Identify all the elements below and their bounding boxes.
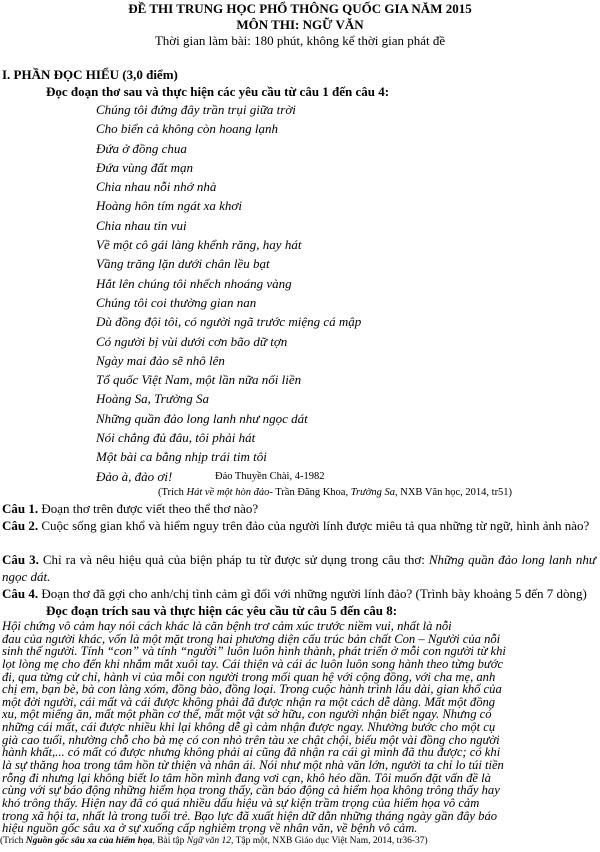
prose-line: rỗng đi nhưng lại không biết lo tâm hồn mình đang vơi cạn, khô héo dần. Tôi muốn đặt vấn đề là: [2, 770, 491, 785]
poem-line: Hắt lên chúng tôi nhếch nhoáng vàng: [96, 275, 292, 291]
question-text: Chỉ ra và nêu hiệu quả của biện pháp tu từ được sử dụng trong câu thơ:: [38, 552, 429, 567]
question-label: Câu 1.: [2, 501, 39, 516]
poem-line: Về một cô gái làng khểnh răng, hay hát: [96, 237, 302, 253]
source-work: Hát về một hòn đảo: [186, 487, 270, 498]
poem-author: Đảo Thuyền Chài, 4-1982: [215, 471, 325, 482]
prose-line: khó trông thấy. Hiện nay đã có quá nhiều dấu hiệu và sự kiện trầm trọng của hiểm họa vô cảm: [2, 795, 480, 810]
question-label: Câu 2.: [2, 518, 39, 533]
section-heading: I. PHẦN ĐỌC HIỂU (3,0 điểm): [2, 67, 178, 82]
exam-subject: MÔN THI: NGỮ VĂN: [236, 17, 364, 32]
poem-line: Chia nhau tin vui: [96, 217, 187, 233]
poem-line: Hoàng Sa, Trường Sa: [96, 391, 209, 407]
prose-line: trong xã hội ta, nhất là trong tuổi trẻ. Bạo lực đã xuất hiện dữ dằn những tháng ngày gần đây báo: [2, 808, 498, 823]
prose-line: cùng với sự báo động những hiểm họa trong thấy, cần báo động cả hiểm họa không trông thấy hay: [2, 783, 500, 798]
question-text: Đoạn thơ đã gợi cho anh/chị tình cảm gì đối với những người lính đảo? (Trình bày khoảng 5 đến 7 dòng): [38, 586, 587, 601]
source-book: Trường Sa: [350, 487, 396, 498]
prose-line: đau của người khác, vốn là một mặt trong hai phương diện cấu trúc bản chất Con – Người của nỗi: [2, 631, 501, 646]
prose-line: là sự thăng hoa trong tâm hồn từ thiện và nhân ái. Nói như một nhà văn lớn, người ta chỉ lo túi tiền: [2, 758, 504, 773]
source-middle: , Bài tập: [152, 836, 187, 846]
poem-line: Đảo à, đảo ơi!: [96, 468, 173, 484]
poem-line: Chúng tôi coi thường gian nan: [96, 294, 257, 310]
source-prefix: (Trích: [0, 836, 26, 846]
question-quote: Những quần đảo long lanh như ngọc dát.: [2, 552, 596, 584]
poem-line: Tổ quốc Việt Nam, một lần nữa nối liền: [96, 372, 302, 388]
poem-line: Ngày mai đảo sẽ nhô lên: [96, 352, 225, 368]
prose-line: hiệu nguồn gốc sâu xa ở sự xuống cấp nghiêm trọng về nhân văn, về bệnh vô cảm.: [2, 821, 418, 836]
poem-line: Chúng tôi đứng đây trần trụi giữa trời: [96, 102, 296, 117]
question-text: Cuộc sống gian khổ và hiểm nguy trên đảo của người lính được miêu tả qua những từ ngữ, hình ảnh nào?: [41, 518, 590, 533]
poem-line: Vầng trăng lặn dưới chân lều bạt: [96, 256, 270, 272]
source-work: Nguồn gốc sâu xa của hiểm họa: [25, 836, 153, 846]
question-label: Câu 3.: [2, 552, 39, 567]
question-text: Đoạn thơ trên được viết theo thể thơ nào?: [41, 501, 259, 516]
poem-line: Dù đồng đội tôi, có người ngã trước miệng cá mập: [96, 314, 362, 330]
poem-line: Nói chẳng đủ đâu, tôi phải hát: [96, 430, 256, 446]
exam-title: ĐỀ THI TRUNG HỌC PHỔ THÔNG QUỐC GIA NĂM 2015: [128, 1, 472, 16]
prose-line: những cái mất, cái được nhiều khi lại không dễ gì cảm nhận được ngay. Nhường bước cho một cụ: [2, 720, 496, 735]
prose-instruction: Đọc đoạn trích sau và thực hiện các yêu cầu từ câu 5 đến câu 8:: [46, 603, 398, 618]
poem-line: Chia nhau nỗi nhớ nhà: [96, 179, 217, 195]
source-prefix: (Trích: [158, 487, 187, 498]
poem-line: Có người bị vùi dưới cơn bão dữ tợn: [96, 333, 288, 349]
poem-source: [158, 487, 512, 498]
prose-source: [0, 836, 428, 846]
prose-line: đi, qua từng cử chỉ, hành vi của mỗi con người trong mối quan hệ với cộng đồng, với cha mẹ, anh: [2, 669, 496, 684]
question-3-text: [2, 551, 596, 585]
poem: [96, 100, 361, 486]
poem-line: Một bài ca bằng nhịp trái tim tôi: [96, 449, 267, 465]
prose-line: một đời người, cái mất và cái được không phải đã được nhận ra một cách dễ dàng. Mất một đồng: [2, 694, 496, 709]
prose-line: Hội chứng vô cảm hay nói cách khác là căn bệnh trơ cảm xúc trước niềm vui, nhất là nỗi: [2, 619, 452, 633]
exam-time: Thời gian làm bài: 180 phút, không kể thời gian phát đề: [154, 33, 446, 48]
poem-instruction: Đọc đoạn thơ sau và thực hiện các yêu cầu từ câu 1 đến câu 4:: [46, 84, 390, 99]
prose-line: chị em, bạn bè, bà con làng xóm, đồng bào, đồng loại. Trong cuộc hành trình lâu dài, gian khổ của: [2, 682, 502, 697]
question-1: [2, 500, 596, 517]
prose-line: lọt lòng mẹ cho đến khi nhắm mắt xuôi tay. Cái thiện và cái ác luôn luôn song hành theo từng bước: [2, 656, 504, 671]
poem-line: Đứa vùng đất mạn: [96, 159, 193, 175]
prose-line: hành khất,... có mất có được nhưng không phải ai cũng đã nhận ra cái gì mình đã thu được; có khi: [2, 745, 501, 760]
questions-3-4-block: [2, 551, 596, 619]
source-suffix: , Tập một, NXB Giáo dục Việt Nam, 2014, tr36-37): [231, 836, 428, 846]
source-book: Ngữ văn 12: [186, 836, 232, 846]
poem-line: Đứa ở đồng chua: [96, 140, 187, 156]
source-middle: - Trần Đăng Khoa,: [269, 487, 351, 498]
prose-line: xu, một miếng ăn, mất một phần cơ thể, mất một vật sở hữu, con người nhận biết ngay. Nhưng có: [2, 707, 492, 722]
question-4-text: [2, 585, 596, 602]
question-label: Câu 4.: [2, 586, 39, 601]
poem-line: Hoàng hôn tím ngát xa khơi: [96, 198, 242, 214]
prose-line: già cao tuổi, nhường chỗ cho bà mẹ có con nhỏ trên tàu xe chật chội, biếu một vài đồng cho người: [2, 732, 500, 747]
prose-line: sinh thể người. Tính “con” và tính “người” luôn luôn hình thành, phát triển ở mỗi con người từ khi: [2, 644, 506, 659]
question-2: [2, 517, 596, 534]
source-suffix: , NXB Văn học, 2014, tr51): [395, 487, 513, 498]
prose-passage: [2, 620, 596, 835]
poem-line: Những quần đảo long lanh như ngọc dát: [96, 410, 308, 426]
poem-line: Cho biển cả không còn hoang lạnh: [96, 121, 278, 137]
